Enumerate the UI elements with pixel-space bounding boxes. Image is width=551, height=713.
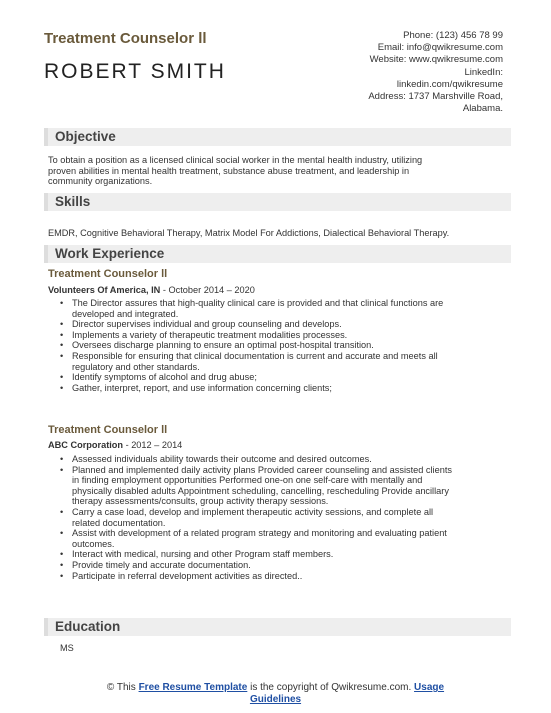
job-dates: - 2012 – 2014 [123, 440, 183, 450]
job-title: Treatment Counselor ll [44, 30, 207, 47]
bullet-line: therapy assessments/consults, group activity therapy sessions. [72, 496, 329, 507]
contact-website: Website: www.qwikresume.com [369, 54, 503, 66]
bullet-line: • Participate in referral development activities as directed.. [72, 570, 303, 581]
objective-line: community organizations. [48, 176, 153, 187]
section-title: Education [55, 619, 121, 634]
footer-line [0, 694, 551, 706]
skills-text: EMDR, Cognitive Behavioral Therapy, Matrix Model For Addictions, Dialectical Behavioral Therapy. [48, 228, 450, 238]
usage-guidelines-link[interactable]: Usage [414, 682, 445, 693]
section-title: Work Experience [55, 246, 165, 261]
job-bullets [60, 298, 500, 393]
bullet-line: outcomes. [72, 538, 115, 549]
list-item [60, 298, 500, 319]
free-resume-template-link[interactable]: Free Resume Template [138, 682, 248, 693]
bullet-line: • Gather, interpret, report, and use information concerning clients; [72, 382, 332, 393]
bullet-line: • Oversees discharge planning to ensure an optimal post-hospital transition. [72, 340, 374, 351]
candidate-name: ROBERT SMITH [44, 60, 226, 83]
footer-prefix: © This [106, 682, 139, 693]
objective-line: proven abilities in mental health treatment, substance abuse treatment, and leadership in [48, 165, 410, 176]
contact-address-state: Alabama. [462, 103, 503, 115]
bullet-line: physically disabled adults Appointment scheduling, cancelling, rescheduling Provide ancillary [72, 485, 449, 496]
contact-email: Email: info@qwikresume.com [377, 42, 503, 54]
bullet-line: • Director supervises individual and group counseling and develops. [72, 319, 342, 330]
company-name: Volunteers Of America, IN [48, 285, 161, 295]
list-item [60, 507, 500, 528]
list-item [60, 351, 500, 372]
bullet-line: • Identify symptoms of alcohol and drug abuse; [72, 372, 257, 383]
list-item [60, 465, 500, 507]
bullet-line: • Interact with medical, nursing and other Program staff members. [72, 549, 334, 560]
section-title: Objective [55, 129, 116, 144]
company-line [48, 440, 182, 450]
list-item [60, 528, 500, 549]
section-objective [44, 128, 511, 146]
list-item [60, 571, 500, 582]
section-work-experience [44, 245, 511, 263]
bullet-line: • Responsible for ensuring that clinical documentation is current and accurate and meets all [72, 350, 438, 361]
section-title: Skills [55, 194, 91, 209]
list-item [60, 340, 500, 351]
contact-block [273, 30, 503, 115]
list-item [60, 383, 500, 394]
footer-middle: is the copyright of Qwikresume.com. [247, 682, 415, 693]
copyright-footer [0, 682, 551, 706]
bullet-line: in finding employment opportunities Performed one-on one self-care with mentally and [72, 475, 423, 486]
bullet-line: • Carry a case load, develop and implement therapeutic activity sessions, and complete all [72, 506, 434, 517]
contact-linkedin-label: LinkedIn: [464, 66, 503, 78]
contact-address: Address: 1737 Marshville Road, [368, 91, 503, 103]
bullet-line: • Provide timely and accurate documentation. [72, 559, 251, 570]
list-item [60, 549, 500, 560]
company-line [48, 285, 255, 295]
job-dates: - October 2014 – 2020 [160, 285, 255, 295]
bullet-line: • Assessed individuals ability towards their outcome and desired outcomes. [72, 454, 372, 464]
job-bullets [60, 454, 500, 581]
job-title: Treatment Counselor ll [48, 424, 168, 436]
bullet-line: • Assist with development of a related program strategy and monitoring and evaluating patient [72, 528, 447, 539]
bullet-line: • The Director assures that high-quality clinical care is provided and that clinical functions are [72, 298, 444, 308]
bullet-line: related documentation. [72, 517, 166, 528]
contact-linkedin: linkedin.com/qwikresume [396, 78, 503, 90]
list-item [60, 330, 500, 341]
list-item [60, 454, 500, 465]
footer-line [0, 682, 551, 694]
resume-header [44, 30, 503, 120]
contact-phone: Phone: (123) 456 78 99 [403, 30, 503, 41]
bullet-line: • Planned and implemented daily activity plans Provided career counseling and assisted clients [72, 464, 452, 475]
education-text: MS [60, 643, 74, 653]
list-item [60, 319, 500, 330]
objective-line: To obtain a position as a licensed clinical social worker in the mental health industry, utilizing [48, 155, 423, 165]
job-title: Treatment Counselor ll [48, 268, 168, 280]
objective-text [48, 155, 503, 187]
section-education [44, 618, 511, 636]
usage-guidelines-link-cont[interactable]: Guidelines [249, 694, 302, 705]
list-item [60, 560, 500, 571]
bullet-line: regulatory and other standards. [72, 361, 200, 372]
company-name: ABC Corporation [48, 440, 124, 450]
bullet-line: developed and integrated. [72, 308, 179, 319]
list-item [60, 372, 500, 383]
section-skills [44, 193, 511, 211]
bullet-line: • Implements a variety of therapeutic treatment modalities processes. [72, 329, 348, 340]
